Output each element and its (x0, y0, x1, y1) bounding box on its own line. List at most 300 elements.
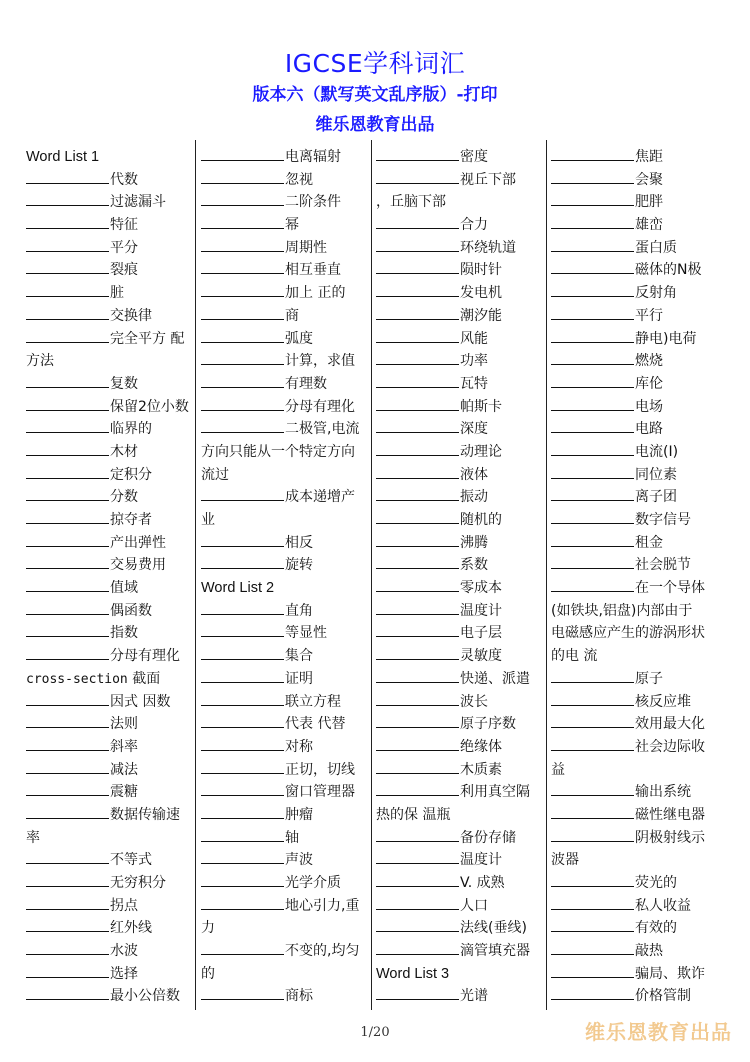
vocab-meaning: 零成本 (460, 580, 502, 597)
vocab-column-2 (201, 146, 373, 1008)
vocab-meaning: 临界的 (110, 421, 152, 438)
answer-blank-line (26, 509, 109, 524)
vocab-entry (551, 804, 723, 827)
vocab-meaning: 系数 (460, 557, 488, 574)
vocab-entry (376, 282, 548, 305)
answer-blank-line (551, 532, 634, 547)
answer-blank-line (26, 940, 109, 955)
answer-blank-line (376, 350, 459, 365)
vocab-meaning: 磁体的N极 (635, 262, 702, 279)
vocab-column-1 (26, 146, 198, 1008)
vocab-entry (201, 759, 373, 782)
answer-blank-line (551, 668, 634, 683)
answer-blank-line (551, 895, 634, 910)
vocab-meaning: 交换律 (110, 307, 152, 324)
vocab-meaning: 震糖 (110, 784, 138, 801)
vocab-meaning: 环绕轨道 (460, 239, 516, 256)
answer-blank-line (551, 237, 634, 252)
answer-blank-line (26, 985, 109, 1000)
answer-blank-line (376, 736, 459, 751)
vocab-entry (201, 259, 373, 282)
vocab-meaning: 库伦 (635, 375, 663, 392)
answer-blank-line (376, 600, 459, 615)
vocab-entry (551, 191, 723, 214)
vocab-meaning: 过滤漏斗 (110, 194, 166, 211)
vocab-entry (376, 350, 548, 373)
vocab-entry (26, 259, 198, 282)
vocab-entry (26, 645, 198, 668)
vocab-entry (376, 713, 548, 736)
vocab-meaning: 分母有理化 (110, 648, 180, 665)
vocab-meaning: 同位素 (635, 466, 677, 483)
vocab-entry (26, 554, 198, 577)
vocab-entry (376, 895, 548, 918)
vocab-meaning: 液体 (460, 466, 488, 483)
answer-blank-line (551, 418, 634, 433)
vocab-continuation: 业 (201, 512, 215, 528)
vocab-meaning: 特征 (110, 217, 138, 234)
vocab-entry (26, 940, 198, 963)
vocab-entry (376, 554, 548, 577)
vocab-entry (551, 577, 723, 600)
vocab-meaning: 最小公倍数 (110, 988, 180, 1005)
answer-blank-line (201, 328, 284, 343)
vocab-entry (551, 940, 723, 963)
vocab-entry (551, 736, 723, 759)
vocab-entry (201, 668, 373, 691)
vocab-meaning: 温度计 (460, 852, 502, 869)
vocab-entry (551, 509, 723, 532)
vocab-meaning: 阴极射线示 (635, 829, 705, 846)
word-list-heading: Word List 1 (26, 149, 100, 165)
vocab-entry (26, 305, 198, 328)
vocab-meaning: 视丘下部 (460, 171, 516, 188)
vocab-entry (551, 464, 723, 487)
vocab-continuation: 方向只能从一个特定方向 (201, 443, 355, 460)
vocab-continuation: 率 (26, 829, 40, 846)
vocab-meaning: 灵敏度 (460, 648, 502, 665)
answer-blank-line (551, 781, 634, 796)
vocab-meaning: 瓦特 (460, 375, 488, 392)
publisher-line: 维乐恩教育出品 (315, 115, 435, 135)
answer-blank-line (376, 441, 459, 456)
answer-blank-line (201, 804, 284, 819)
answer-blank-line (201, 486, 284, 501)
answer-blank-line (201, 895, 284, 910)
vocab-entry (551, 396, 723, 419)
vocab-entry (551, 259, 723, 282)
vocab-entry (201, 895, 373, 918)
answer-blank-line (551, 963, 634, 978)
page-title: IGCSE学科词汇 (284, 49, 466, 78)
vocab-entry (376, 373, 548, 396)
answer-blank-line (376, 509, 459, 524)
vocab-meaning: 陨时针 (460, 262, 502, 279)
vocab-meaning: 备份存储 (460, 829, 516, 846)
answer-blank-line (26, 895, 109, 910)
answer-blank-line (26, 282, 109, 297)
vocab-meaning: 无穷积分 (110, 875, 166, 891)
vocab-entry (376, 691, 548, 714)
answer-blank-line (551, 827, 634, 842)
vocab-meaning: 代表 代替 (285, 716, 346, 733)
answer-blank-line (201, 940, 284, 955)
answer-blank-line (201, 985, 284, 1000)
vocab-entry (26, 622, 198, 645)
vocab-meaning: 私人收益 (635, 897, 691, 914)
word-list-heading: Word List 2 (201, 580, 275, 597)
answer-blank-line (201, 282, 284, 297)
vocab-entry (26, 691, 198, 714)
answer-blank-line (201, 827, 284, 842)
answer-blank-line (376, 668, 459, 683)
answer-blank-line (551, 872, 634, 887)
vocab-entry (201, 146, 373, 169)
vocab-entry (26, 282, 198, 305)
answer-blank-line (376, 759, 459, 774)
answer-blank-line (376, 237, 459, 252)
answer-blank-line (376, 373, 459, 388)
answer-blank-line (201, 713, 284, 728)
answer-blank-line (376, 282, 459, 297)
vocab-meaning: 产出弹性 (110, 534, 166, 551)
vocab-meaning: 因式 因数 (110, 693, 171, 710)
vocab-entry (376, 486, 548, 509)
vocab-meaning: 肥胖 (635, 194, 663, 211)
vocab-entry (551, 418, 723, 441)
answer-blank-line (201, 305, 284, 320)
vocab-entry (26, 237, 198, 260)
answer-blank-line (26, 600, 109, 615)
vocab-meaning: 减法 (110, 761, 138, 778)
answer-blank-line (26, 713, 109, 728)
vocab-entry (201, 214, 373, 237)
answer-blank-line (376, 781, 459, 796)
answer-blank-line (201, 645, 284, 660)
vocab-meaning: 滴管填充器 (460, 943, 530, 960)
answer-blank-line (26, 691, 109, 706)
answer-blank-line (551, 191, 634, 206)
answer-blank-line (551, 328, 634, 343)
vocab-entry (551, 963, 723, 986)
vocab-meaning: 直角 (285, 602, 313, 619)
answer-blank-line (376, 713, 459, 728)
vocab-meaning: 代数 (110, 171, 138, 188)
answer-blank-line (26, 804, 109, 819)
answer-blank-line (201, 259, 284, 274)
answer-blank-line (376, 169, 459, 184)
vocab-entry (201, 781, 373, 804)
vocab-meaning: 功率 (460, 353, 488, 370)
vocab-meaning: 租金 (635, 534, 663, 551)
vocab-entry (26, 577, 198, 600)
vocab-entry (551, 713, 723, 736)
answer-blank-line (376, 827, 459, 842)
vocab-meaning: 商 (285, 307, 299, 324)
vocab-meaning: 分数 (110, 489, 138, 506)
vocab-meaning: 声波 (285, 852, 313, 869)
vocab-entry (201, 532, 373, 555)
vocab-entry (376, 668, 548, 691)
vocab-meaning: 忽视 (285, 171, 313, 188)
answer-blank-line (551, 282, 634, 297)
vocab-meaning: 定积分 (110, 466, 152, 483)
vocab-entry (201, 622, 373, 645)
vocab-entry (551, 668, 723, 691)
vocab-meaning: 偶函数 (110, 602, 152, 619)
answer-blank-line (201, 781, 284, 796)
answer-blank-line (201, 418, 284, 433)
vocab-entry (376, 759, 548, 782)
vocab-entry (26, 895, 198, 918)
answer-blank-line (26, 532, 109, 547)
vocab-meaning: 弧度 (285, 330, 313, 347)
vocab-entry (201, 328, 373, 351)
answer-blank-line (551, 509, 634, 524)
vocab-entry (26, 418, 198, 441)
vocab-continuation: 的电 流 (551, 648, 598, 665)
vocab-meaning: 计算，求值 (285, 353, 355, 370)
answer-blank-line (376, 486, 459, 501)
vocab-meaning: 证明 (285, 670, 313, 687)
vocab-entry (201, 849, 373, 872)
vocab-meaning: 木质素 (460, 761, 502, 778)
answer-blank-line (201, 600, 284, 615)
vocab-entry (551, 781, 723, 804)
vocab-meaning: 帕斯卡 (460, 398, 502, 415)
vocab-meaning: V. 成熟 (460, 875, 505, 891)
vocab-meaning: 随机的 (460, 512, 502, 528)
vocab-meaning: 社会脱节 (635, 557, 691, 574)
vocab-continuation: (如铁块,铝盘)内部由于 (551, 602, 693, 619)
vocab-entry (201, 985, 373, 1008)
vocab-meaning: 效用最大化 (635, 716, 705, 733)
vocab-meaning: 法线(垂线) (460, 920, 527, 937)
vocab-entry (26, 600, 198, 623)
answer-blank-line (376, 985, 459, 1000)
vocab-meaning: 肿瘤 (285, 806, 313, 823)
answer-blank-line (201, 191, 284, 206)
answer-blank-line (551, 917, 634, 932)
answer-blank-line (201, 169, 284, 184)
vocab-entry-english (26, 668, 198, 691)
answer-blank-line (201, 532, 284, 547)
answer-blank-line (201, 146, 284, 161)
answer-blank-line (376, 940, 459, 955)
vocab-entry (201, 350, 373, 373)
vocab-entry (201, 169, 373, 192)
vocab-meaning: 对称 (285, 738, 313, 755)
vocab-meaning: 荧光的 (635, 875, 677, 891)
answer-blank-line (26, 305, 109, 320)
vocab-entry (201, 396, 373, 419)
answer-blank-line (26, 441, 109, 456)
answer-blank-line (201, 759, 284, 774)
vocab-meaning: 温度计 (460, 602, 502, 619)
answer-blank-line (201, 736, 284, 751)
vocab-entry (551, 169, 723, 192)
vocab-entry (26, 169, 198, 192)
vocab-meaning: 红外线 (110, 920, 152, 937)
vocab-english-term: cross-section (26, 671, 128, 687)
vocab-entry (376, 781, 548, 804)
vocab-entry (26, 441, 198, 464)
vocab-meaning: 有效的 (635, 920, 677, 937)
answer-blank-line (26, 169, 109, 184)
vocab-meaning: 振动 (460, 489, 488, 506)
vocab-meaning: 脏 (110, 285, 124, 302)
vocab-entry (201, 736, 373, 759)
vocab-entry (551, 305, 723, 328)
vocab-meaning: 电子层 (460, 625, 502, 642)
vocab-entry (551, 146, 723, 169)
answer-blank-line (26, 917, 109, 932)
answer-blank-line (376, 577, 459, 592)
vocab-column-3 (376, 146, 548, 1008)
vocab-meaning: 窗口管理器 (285, 784, 355, 801)
vocab-entry (551, 532, 723, 555)
vocab-entry (201, 804, 373, 827)
vocab-meaning: 蛋白质 (635, 239, 677, 256)
vocab-entry (26, 804, 198, 827)
answer-blank-line (26, 328, 109, 343)
answer-blank-line (201, 622, 284, 637)
vocab-entry (376, 259, 548, 282)
vocab-column-4 (551, 146, 723, 1008)
vocab-meaning: 燃烧 (635, 353, 663, 370)
vocab-meaning: 电场 (635, 398, 663, 415)
vocab-meaning: 人口 (460, 897, 488, 914)
answer-blank-line (26, 486, 109, 501)
vocab-entry (201, 645, 373, 668)
vocab-meaning: 水波 (110, 943, 138, 960)
answer-blank-line (376, 622, 459, 637)
vocab-meaning: 轴 (285, 829, 299, 846)
vocab-meaning: 成本递增产 (285, 489, 355, 506)
vocab-meaning: 平分 (110, 239, 138, 256)
answer-blank-line (201, 373, 284, 388)
vocab-meaning: 焦距 (635, 149, 663, 165)
vocab-entry (551, 917, 723, 940)
vocab-meaning: 深度 (460, 421, 488, 438)
answer-blank-line (551, 985, 634, 1000)
vocab-continuation: 的 (201, 965, 215, 982)
vocab-entry (201, 600, 373, 623)
vocabulary-columns (22, 146, 728, 1016)
vocab-meaning: 旋转 (285, 557, 313, 574)
vocab-entry (26, 486, 198, 509)
answer-blank-line (551, 691, 634, 706)
answer-blank-line (26, 849, 109, 864)
vocab-meaning: 价格管制 (635, 988, 691, 1005)
answer-blank-line (551, 804, 634, 819)
vocab-meaning: 电离辐射 (285, 149, 341, 165)
answer-blank-line (26, 191, 109, 206)
vocab-entry (376, 464, 548, 487)
vocab-entry (376, 917, 548, 940)
vocab-meaning: 斜率 (110, 738, 138, 755)
vocab-continuation: ，丘脑下部 (376, 194, 446, 211)
vocab-meaning: 裂痕 (110, 262, 138, 279)
answer-blank-line (376, 917, 459, 932)
vocab-entry (376, 305, 548, 328)
answer-blank-line (26, 237, 109, 252)
vocab-meaning: 选择 (110, 965, 138, 982)
vocab-entry (201, 554, 373, 577)
answer-blank-line (551, 146, 634, 161)
answer-blank-line (376, 214, 459, 229)
answer-blank-line (376, 418, 459, 433)
answer-blank-line (551, 350, 634, 365)
answer-blank-line (551, 169, 634, 184)
answer-blank-line (551, 305, 634, 320)
vocab-meaning: 核反应堆 (635, 693, 691, 710)
answer-blank-line (551, 396, 634, 411)
vocab-entry (201, 305, 373, 328)
word-list-heading: Word List 3 (376, 965, 450, 982)
answer-blank-line (551, 736, 634, 751)
answer-blank-line (201, 396, 284, 411)
vocab-entry (376, 146, 548, 169)
vocab-entry (376, 237, 548, 260)
vocab-continuation: 益 (551, 761, 565, 778)
vocab-meaning: 交易费用 (110, 557, 166, 574)
vocab-entry (551, 486, 723, 509)
answer-blank-line (551, 464, 634, 479)
vocab-continuation: 方法 (26, 353, 54, 370)
vocab-entry (376, 940, 548, 963)
vocab-entry (26, 963, 198, 986)
vocab-meaning: 发电机 (460, 285, 502, 302)
vocab-meaning: 掠夺者 (110, 512, 152, 528)
answer-blank-line (376, 691, 459, 706)
answer-blank-line (376, 259, 459, 274)
vocab-meaning: 木材 (110, 443, 138, 460)
answer-blank-line (551, 373, 634, 388)
answer-blank-line (201, 350, 284, 365)
vocab-meaning: 联立方程 (285, 693, 341, 710)
vocab-entry (551, 691, 723, 714)
answer-blank-line (26, 736, 109, 751)
answer-blank-line (376, 554, 459, 569)
vocab-meaning: 电流(I) (635, 443, 679, 460)
answer-blank-line (376, 146, 459, 161)
answer-blank-line (376, 396, 459, 411)
vocab-entry (26, 849, 198, 872)
vocab-meaning: 数字信号 (635, 512, 691, 528)
vocab-meaning: 磁性继电器 (635, 806, 705, 823)
vocab-meaning: 波长 (460, 693, 488, 710)
vocab-meaning: 输出系统 (635, 784, 691, 801)
watermark-logo: 维乐恩教育出品 (585, 1020, 732, 1044)
vocab-entry (551, 328, 723, 351)
vocab-entry (26, 872, 198, 895)
vocab-entry (376, 577, 548, 600)
vocab-entry (376, 441, 548, 464)
vocab-entry (26, 373, 198, 396)
vocab-meaning: 正切，切线 (285, 761, 355, 778)
vocab-meaning: 完全平方 配 (110, 330, 185, 347)
vocab-entry (26, 759, 198, 782)
vocab-meaning: 不等式 (110, 852, 152, 869)
vocab-entry (26, 532, 198, 555)
answer-blank-line (201, 872, 284, 887)
answer-blank-line (26, 622, 109, 637)
vocab-entry (376, 645, 548, 668)
vocab-meaning: 值域 (110, 580, 138, 597)
vocab-meaning: 快递、派遣 (460, 670, 530, 687)
vocab-continuation: 电磁感应产生的游涡形状 (551, 625, 705, 642)
